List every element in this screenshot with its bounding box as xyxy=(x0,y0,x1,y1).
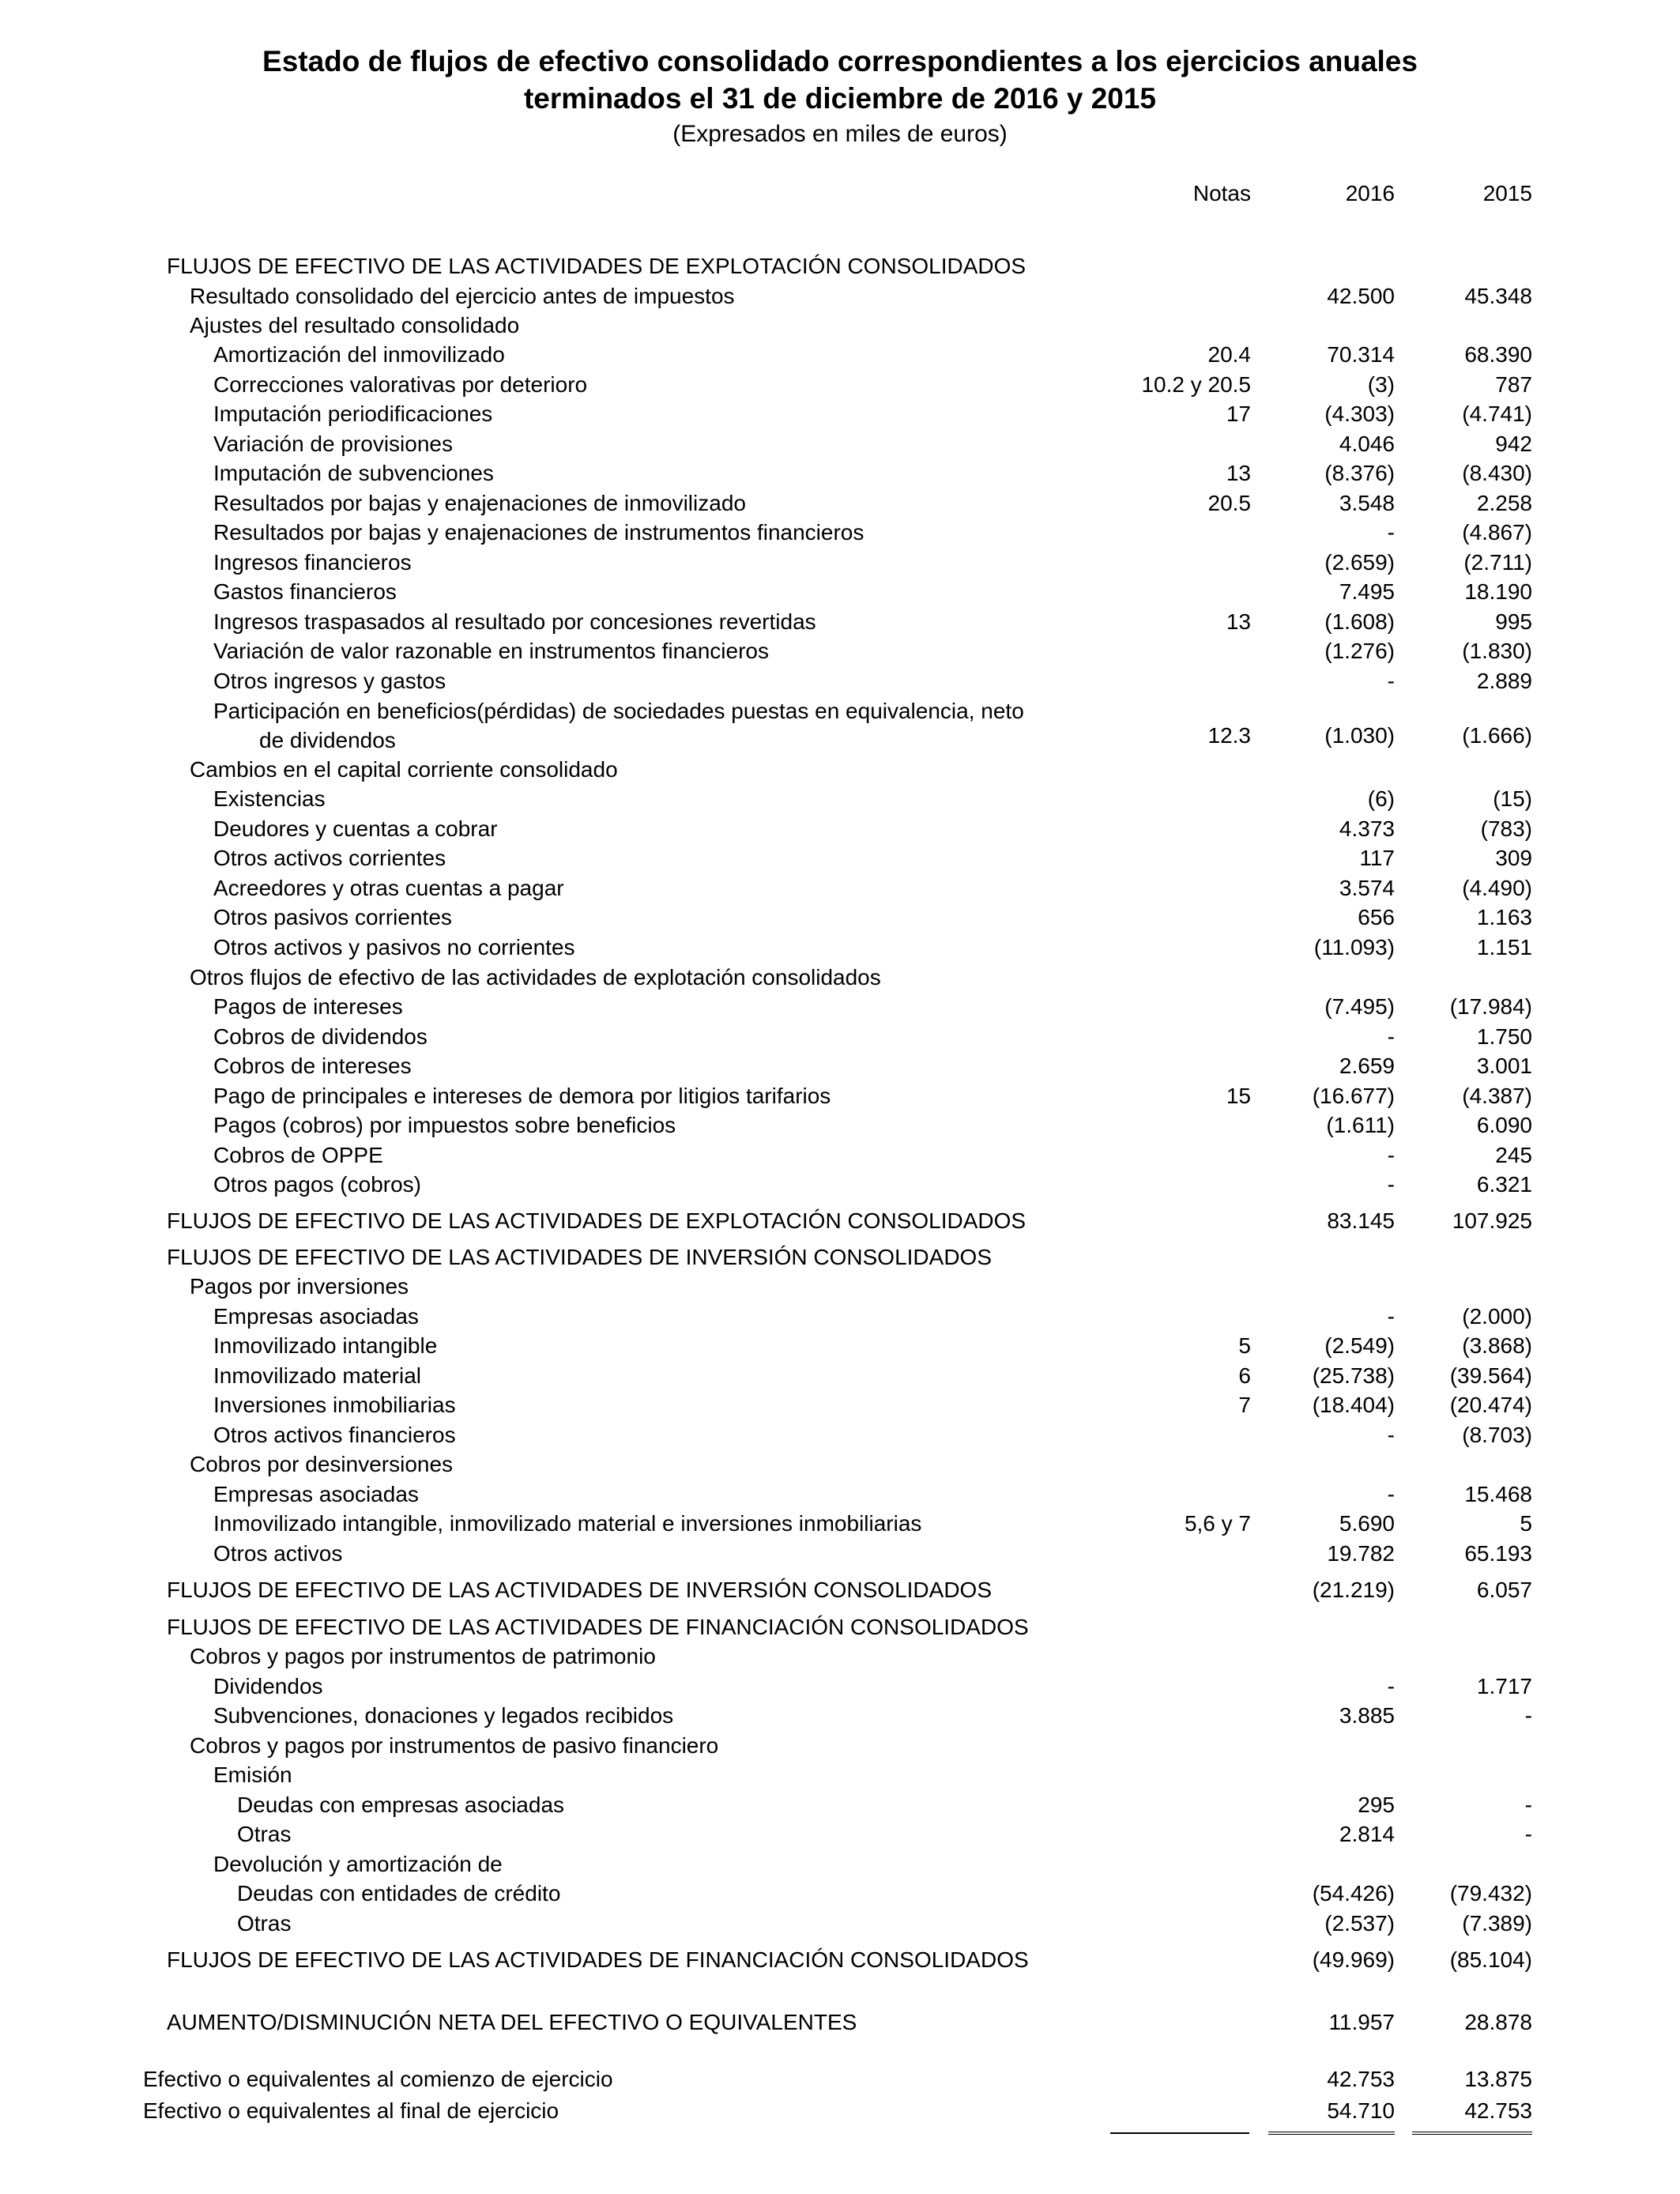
cell-2016: - xyxy=(1387,1304,1395,1329)
row-label-text: Correcciones valorativas por deterioro xyxy=(213,372,588,397)
cell-2016: (4.303) xyxy=(1324,401,1395,426)
row-label xyxy=(213,1361,421,1390)
cell-2015: 2.258 xyxy=(1476,491,1532,515)
row-label xyxy=(190,1449,453,1479)
page-title-line-1: Estado de flujos de efectivo consolidado correspondientes a los ejercicios anuales xyxy=(262,45,1418,77)
cell-2016: (49.969) xyxy=(1312,1947,1395,1972)
table-row xyxy=(0,1449,1680,1479)
row-label-text: Otros activos xyxy=(213,1541,343,1566)
cell-2015: 6.090 xyxy=(1476,1113,1532,1137)
cell-2016: - xyxy=(1387,520,1395,545)
cell-2016: 7.495 xyxy=(1339,579,1395,604)
table-row xyxy=(0,903,1680,932)
row-label xyxy=(213,340,505,369)
page-title-line-2: terminados el 31 de diciembre de 2016 y 2015 xyxy=(523,82,1157,115)
total-2015-double-underline xyxy=(1412,2132,1532,2135)
cell-2016: (2.537) xyxy=(1324,1911,1395,1936)
cell-2016: (2.659) xyxy=(1324,550,1395,575)
cell-2015: 6.321 xyxy=(1476,1172,1532,1197)
page-subtitle: (Expresados en miles de euros) xyxy=(672,121,1008,147)
row-label xyxy=(213,399,492,428)
row-label-text: Imputación de subvenciones xyxy=(213,461,494,485)
cell-2016: (6) xyxy=(1367,786,1395,811)
cell-2016: (3) xyxy=(1367,372,1395,397)
cell-2016: - xyxy=(1387,1172,1395,1197)
row-label-text: Otros flujos de efectivo de las actividades de explotación consolidados xyxy=(190,965,881,990)
table-row xyxy=(0,2096,1680,2125)
cell-2016: - xyxy=(1387,669,1395,693)
row-label xyxy=(213,518,864,547)
table-row xyxy=(0,1575,1680,1604)
row-label xyxy=(213,548,412,577)
row-label xyxy=(213,1480,419,1509)
cell-2016: (1.608) xyxy=(1324,609,1395,634)
table-row xyxy=(0,1790,1680,1819)
cell-2015: (17.984) xyxy=(1449,994,1532,1019)
row-label xyxy=(213,1302,419,1331)
cell-2015: (8.703) xyxy=(1462,1423,1532,1447)
cell-notas: 13 xyxy=(1226,609,1251,634)
table-row xyxy=(0,1302,1680,1331)
row-label xyxy=(190,1642,656,1671)
cell-notas: 17 xyxy=(1226,401,1251,426)
row-label xyxy=(167,251,1026,281)
notas-underline xyxy=(1110,2132,1249,2134)
cell-notas: 5 xyxy=(1238,1333,1251,1358)
row-label xyxy=(167,1206,1026,1235)
table-row xyxy=(0,1819,1680,1849)
cell-2015: (39.564) xyxy=(1449,1363,1532,1388)
row-label-text: FLUJOS DE EFECTIVO DE LAS ACTIVIDADES DE INVERSIÓN CONSOLIDADOS xyxy=(167,1578,992,1602)
row-label-text: Efectivo o equivalentes al comienzo de ejercicio xyxy=(143,2067,613,2091)
row-label xyxy=(213,873,564,903)
table-row xyxy=(0,2064,1680,2094)
cell-2015: 3.001 xyxy=(1476,1054,1532,1078)
cell-2016: - xyxy=(1387,1024,1395,1049)
table-row xyxy=(0,1170,1680,1199)
cell-2016: 5.690 xyxy=(1339,1511,1395,1536)
cell-2016: 54.710 xyxy=(1327,2098,1395,2123)
table-row xyxy=(0,1879,1680,1908)
row-label-text: Cobros por desinversiones xyxy=(190,1452,454,1476)
cell-2015: 15.468 xyxy=(1464,1482,1532,1506)
cell-2015: (15) xyxy=(1493,786,1532,811)
table-row xyxy=(0,370,1680,399)
column-header-2016: 2016 xyxy=(1345,181,1395,205)
row-label xyxy=(213,1390,456,1419)
cell-2016: 2.659 xyxy=(1339,1054,1395,1078)
row-label xyxy=(213,933,575,962)
row-label xyxy=(213,458,494,488)
row-label xyxy=(213,370,587,399)
cell-2016: (18.404) xyxy=(1312,1393,1395,1417)
row-label-text: Otros activos financieros xyxy=(213,1423,456,1447)
cell-2016: 2.814 xyxy=(1339,1822,1395,1846)
row-label-text: AUMENTO/DISMINUCIÓN NETA DEL EFECTIVO O EQUIVALENTES xyxy=(167,2010,857,2034)
cell-2016: 4.373 xyxy=(1339,816,1395,841)
row-label xyxy=(213,1110,676,1140)
row-label-continuation: de dividendos xyxy=(259,728,396,752)
table-row xyxy=(0,1731,1680,1760)
cell-2015: 68.390 xyxy=(1464,342,1532,367)
cell-2016: (2.549) xyxy=(1324,1333,1395,1358)
row-label xyxy=(213,607,816,636)
cell-2015: - xyxy=(1524,1703,1532,1728)
cell-2016: 3.574 xyxy=(1339,876,1395,900)
cell-2016: (7.495) xyxy=(1324,994,1395,1019)
row-label-text: Otras xyxy=(237,1822,292,1846)
row-label-text: Inmovilizado intangible, inmovilizado material e inversiones inmobiliarias xyxy=(213,1511,922,1536)
cell-notas: 15 xyxy=(1226,1084,1251,1108)
table-row xyxy=(0,281,1680,311)
table-row xyxy=(0,963,1680,992)
row-label-text: Deudas con empresas asociadas xyxy=(237,1793,565,1817)
row-label xyxy=(167,1945,1029,1974)
table-row xyxy=(0,1945,1680,1974)
cell-2016: 656 xyxy=(1358,905,1395,929)
row-label xyxy=(213,577,397,606)
cell-2016: 117 xyxy=(1359,846,1395,870)
row-label-text: Ingresos financieros xyxy=(213,550,412,575)
row-label-text: Empresas asociadas xyxy=(213,1304,419,1329)
cell-2016: - xyxy=(1387,1143,1395,1167)
row-label-text: Empresas asociadas xyxy=(213,1482,419,1506)
table-row xyxy=(0,1701,1680,1730)
row-label xyxy=(213,429,453,458)
row-label-text: Cobros de dividendos xyxy=(213,1024,428,1049)
cell-2015: (2.000) xyxy=(1462,1304,1532,1329)
row-label-text: Dividendos xyxy=(213,1674,323,1698)
cell-notas: 5,6 y 7 xyxy=(1184,1511,1251,1536)
table-row xyxy=(0,666,1680,696)
row-label-text: Cobros y pagos por instrumentos de patrimonio xyxy=(190,1644,656,1668)
cell-2015: (85.104) xyxy=(1449,1947,1532,1972)
cell-2015: (4.490) xyxy=(1462,876,1532,900)
row-label xyxy=(213,1331,437,1360)
row-label xyxy=(213,1701,673,1730)
table-row xyxy=(0,755,1680,784)
cell-2015: 1.717 xyxy=(1476,1674,1532,1698)
row-label-text: Pagos (cobros) por impuestos sobre beneficios xyxy=(213,1113,676,1137)
row-label xyxy=(213,1140,383,1170)
table-row xyxy=(0,1110,1680,1140)
cell-2015: (4.867) xyxy=(1462,520,1532,545)
table-row xyxy=(0,1612,1680,1642)
table-row xyxy=(0,1849,1680,1879)
row-label xyxy=(213,636,769,665)
row-label xyxy=(237,1879,560,1908)
table-row xyxy=(0,1081,1680,1110)
cell-notas: 6 xyxy=(1238,1363,1251,1388)
cell-2015: 245 xyxy=(1495,1143,1532,1167)
row-label xyxy=(190,1731,718,1760)
cell-2015: 45.348 xyxy=(1464,284,1532,308)
table-row xyxy=(0,488,1680,518)
row-label-text: Ingresos traspasados al resultado por concesiones revertidas xyxy=(213,609,816,634)
cell-2015: (4.387) xyxy=(1462,1084,1532,1108)
table-row xyxy=(0,784,1680,813)
row-label-text: Pago de principales e intereses de demora por litigios tarifarios xyxy=(213,1084,831,1108)
row-label-text: Otros pagos (cobros) xyxy=(213,1172,421,1197)
row-label-text: Inmovilizado material xyxy=(213,1363,421,1388)
cell-2015: 1.151 xyxy=(1476,935,1532,959)
row-label xyxy=(213,1672,323,1701)
row-label xyxy=(213,1022,428,1051)
column-header-2015: 2015 xyxy=(1482,181,1532,205)
row-label-text: Resultados por bajas y enajenaciones de inmovilizado xyxy=(213,491,746,515)
row-label xyxy=(143,2064,613,2094)
table-row xyxy=(0,814,1680,843)
row-label-text: Inversiones inmobiliarias xyxy=(213,1393,456,1417)
column-header-notas: Notas xyxy=(1192,181,1251,205)
row-label xyxy=(190,281,735,311)
cell-2015: 107.925 xyxy=(1452,1208,1532,1233)
row-label-text: Otros activos corrientes xyxy=(213,846,446,870)
table-row xyxy=(0,548,1680,577)
table-row xyxy=(0,1420,1680,1449)
row-label xyxy=(213,843,446,873)
table-row xyxy=(0,251,1680,281)
cell-2016: 4.046 xyxy=(1339,432,1395,456)
row-label-text: Participación en beneficios(pérdidas) de sociedades puestas en equivalencia, neto xyxy=(213,699,1024,723)
cell-2015: (4.741) xyxy=(1462,401,1532,426)
cell-2016: - xyxy=(1387,1482,1395,1506)
cell-2015: 1.750 xyxy=(1476,1024,1532,1049)
row-label xyxy=(167,2007,857,2037)
cell-2016: 83.145 xyxy=(1327,1208,1395,1233)
cell-2015: (8.430) xyxy=(1462,461,1532,485)
row-label xyxy=(237,1790,564,1819)
row-label xyxy=(237,1909,291,1938)
row-label xyxy=(213,1539,342,1568)
cell-notas: 7 xyxy=(1238,1393,1251,1417)
table-row xyxy=(0,873,1680,903)
row-label xyxy=(213,814,498,843)
cell-2016: 19.782 xyxy=(1327,1541,1395,1566)
row-label-text: Emisión xyxy=(213,1762,292,1787)
cell-2016: (21.219) xyxy=(1312,1578,1395,1602)
cell-2015: 2.889 xyxy=(1476,669,1532,693)
table-row xyxy=(0,607,1680,636)
cell-notas: 10.2 y 20.5 xyxy=(1141,372,1251,397)
row-label-text: FLUJOS DE EFECTIVO DE LAS ACTIVIDADES DE INVERSIÓN CONSOLIDADOS xyxy=(167,1245,992,1269)
cell-2016: 11.957 xyxy=(1328,2010,1395,2034)
row-label xyxy=(190,311,519,340)
cell-2015: 309 xyxy=(1495,846,1532,870)
cell-2016: (1.030) xyxy=(1324,723,1395,748)
row-label-text: Devolución y amortización de xyxy=(213,1852,503,1876)
cell-2016: (54.426) xyxy=(1312,1881,1395,1906)
row-label-text: Subvenciones, donaciones y legados recibidos xyxy=(213,1703,674,1728)
row-label xyxy=(190,963,881,992)
cell-2015: 6.057 xyxy=(1476,1578,1532,1602)
total-2016-double-underline xyxy=(1268,2132,1395,2135)
cell-2015: 1.163 xyxy=(1476,905,1532,929)
cell-2016: (1.611) xyxy=(1326,1113,1395,1137)
table-row xyxy=(0,1022,1680,1051)
table-row xyxy=(0,1242,1680,1272)
row-label xyxy=(167,1612,1029,1642)
row-label-text: Imputación periodificaciones xyxy=(213,401,493,426)
row-label xyxy=(213,992,403,1021)
row-label xyxy=(213,696,1024,755)
cell-2016: (1.276) xyxy=(1324,639,1395,663)
table-row xyxy=(0,340,1680,369)
row-label-text: Otros ingresos y gastos xyxy=(213,669,446,693)
cell-2015: (2.711) xyxy=(1463,550,1532,575)
table-row xyxy=(0,458,1680,488)
row-label-text: Variación de valor razonable en instrumentos financieros xyxy=(213,639,769,663)
cell-2016: 42.753 xyxy=(1327,2067,1395,2091)
row-label-text: Cobros y pagos por instrumentos de pasivo financiero xyxy=(190,1733,719,1758)
row-label xyxy=(213,1509,921,1538)
table-row xyxy=(0,1272,1680,1301)
row-label xyxy=(190,755,618,784)
row-label-text: Efectivo o equivalentes al final de ejercicio xyxy=(143,2098,559,2123)
table-row xyxy=(0,2007,1680,2037)
row-label xyxy=(213,1849,503,1879)
table-row xyxy=(0,1909,1680,1938)
table-row xyxy=(0,311,1680,340)
row-label-text: Resultado consolidado del ejercicio antes de impuestos xyxy=(190,284,735,308)
row-label-text: Ajustes del resultado consolidado xyxy=(190,313,520,337)
cell-2016: 70.314 xyxy=(1327,342,1395,367)
row-label xyxy=(190,1272,409,1301)
table-row xyxy=(0,1642,1680,1671)
row-label-text: Resultados por bajas y enajenaciones de instrumentos financieros xyxy=(213,520,864,545)
row-label-text: FLUJOS DE EFECTIVO DE LAS ACTIVIDADES DE EXPLOTACIÓN CONSOLIDADOS xyxy=(167,254,1026,278)
row-label-text: Deudores y cuentas a cobrar xyxy=(213,816,498,841)
cell-2015: 28.878 xyxy=(1464,2010,1532,2034)
table-row xyxy=(0,843,1680,873)
table-row xyxy=(0,696,1680,750)
cell-notas: 20.4 xyxy=(1207,342,1251,367)
row-label-text: Gastos financieros xyxy=(213,579,397,604)
row-label-text: Amortización del inmovilizado xyxy=(213,342,505,367)
row-label-text: Deudas con entidades de crédito xyxy=(237,1881,561,1906)
cell-2015: (7.389) xyxy=(1462,1911,1532,1936)
table-row xyxy=(0,1361,1680,1390)
cell-2015: 42.753 xyxy=(1464,2098,1532,2123)
table-row xyxy=(0,992,1680,1021)
cell-2015: 787 xyxy=(1495,372,1532,397)
cell-2015: (1.666) xyxy=(1462,723,1532,748)
table-row xyxy=(0,636,1680,665)
row-label xyxy=(213,1081,831,1110)
cell-2015: (1.830) xyxy=(1462,639,1532,663)
cell-2016: - xyxy=(1387,1423,1395,1447)
cell-2016: 295 xyxy=(1358,1793,1395,1817)
row-label xyxy=(167,1242,992,1272)
row-label-text: FLUJOS DE EFECTIVO DE LAS ACTIVIDADES DE EXPLOTACIÓN CONSOLIDADOS xyxy=(167,1208,1026,1233)
row-label-text: Cambios en el capital corriente consolidado xyxy=(190,757,618,782)
row-label xyxy=(213,488,746,518)
cell-notas: 20.5 xyxy=(1207,491,1251,515)
cell-2015: (20.474) xyxy=(1449,1393,1532,1417)
table-row xyxy=(0,1140,1680,1170)
cell-notas: 13 xyxy=(1226,461,1251,485)
table-row xyxy=(0,1051,1680,1080)
cell-2016: (11.093) xyxy=(1313,935,1395,959)
row-label-text: Acreedores y otras cuentas a pagar xyxy=(213,876,564,900)
row-label-text: Pagos por inversiones xyxy=(190,1274,409,1299)
table-row xyxy=(0,1760,1680,1789)
cell-2015: 13.875 xyxy=(1464,2067,1532,2091)
cell-2016: (16.677) xyxy=(1312,1084,1395,1108)
table-row xyxy=(0,1480,1680,1509)
row-label xyxy=(213,903,452,932)
table-row xyxy=(0,1206,1680,1235)
cell-2015: 5 xyxy=(1520,1511,1532,1536)
cell-2015: 65.193 xyxy=(1464,1541,1532,1566)
row-label-text: Inmovilizado intangible xyxy=(213,1333,438,1358)
cell-2015: (3.868) xyxy=(1462,1333,1532,1358)
cell-2015: 942 xyxy=(1495,432,1532,456)
row-label xyxy=(213,1420,456,1449)
row-label xyxy=(213,1760,292,1789)
table-row xyxy=(0,1390,1680,1419)
row-label xyxy=(143,2096,559,2125)
table-row xyxy=(0,429,1680,458)
cell-notas: 12.3 xyxy=(1207,723,1251,748)
row-label xyxy=(167,1575,992,1604)
row-label-text: Existencias xyxy=(213,786,326,811)
cell-2016: 3.548 xyxy=(1339,491,1395,515)
table-row xyxy=(0,1331,1680,1360)
cell-2015: - xyxy=(1524,1793,1532,1817)
cell-2016: 3.885 xyxy=(1339,1703,1395,1728)
cell-2016: (8.376) xyxy=(1324,461,1395,485)
row-label xyxy=(213,666,446,696)
table-row xyxy=(0,399,1680,428)
cell-2015: - xyxy=(1524,1822,1532,1846)
row-label-text: Pagos de intereses xyxy=(213,994,403,1019)
row-label-text: Otras xyxy=(237,1911,292,1936)
row-label-text: Otros pasivos corrientes xyxy=(213,905,452,929)
table-row xyxy=(0,1539,1680,1568)
cell-2015: (783) xyxy=(1480,816,1532,841)
cell-2016: (25.738) xyxy=(1312,1363,1395,1388)
cell-2015: 995 xyxy=(1495,609,1532,634)
row-label xyxy=(237,1819,291,1849)
row-label xyxy=(213,1051,412,1080)
cell-2015: 18.190 xyxy=(1464,579,1532,604)
row-label-text: Variación de provisiones xyxy=(213,432,453,456)
row-label xyxy=(213,784,326,813)
table-row xyxy=(0,1672,1680,1701)
cell-2016: - xyxy=(1387,1674,1395,1698)
row-label xyxy=(213,1170,421,1199)
table-row xyxy=(0,1509,1680,1538)
row-label-text: FLUJOS DE EFECTIVO DE LAS ACTIVIDADES DE FINANCIACIÓN CONSOLIDADOS xyxy=(167,1615,1029,1639)
cell-2015: (79.432) xyxy=(1449,1881,1532,1906)
row-label-text: Otros activos y pasivos no corrientes xyxy=(213,935,575,959)
table-row xyxy=(0,518,1680,547)
cell-2016: 42.500 xyxy=(1327,284,1395,308)
row-label-text: FLUJOS DE EFECTIVO DE LAS ACTIVIDADES DE FINANCIACIÓN CONSOLIDADOS xyxy=(167,1947,1029,1972)
table-row xyxy=(0,577,1680,606)
row-label-text: Cobros de OPPE xyxy=(213,1143,383,1167)
table-row xyxy=(0,933,1680,962)
row-label-text: Cobros de intereses xyxy=(213,1054,412,1078)
